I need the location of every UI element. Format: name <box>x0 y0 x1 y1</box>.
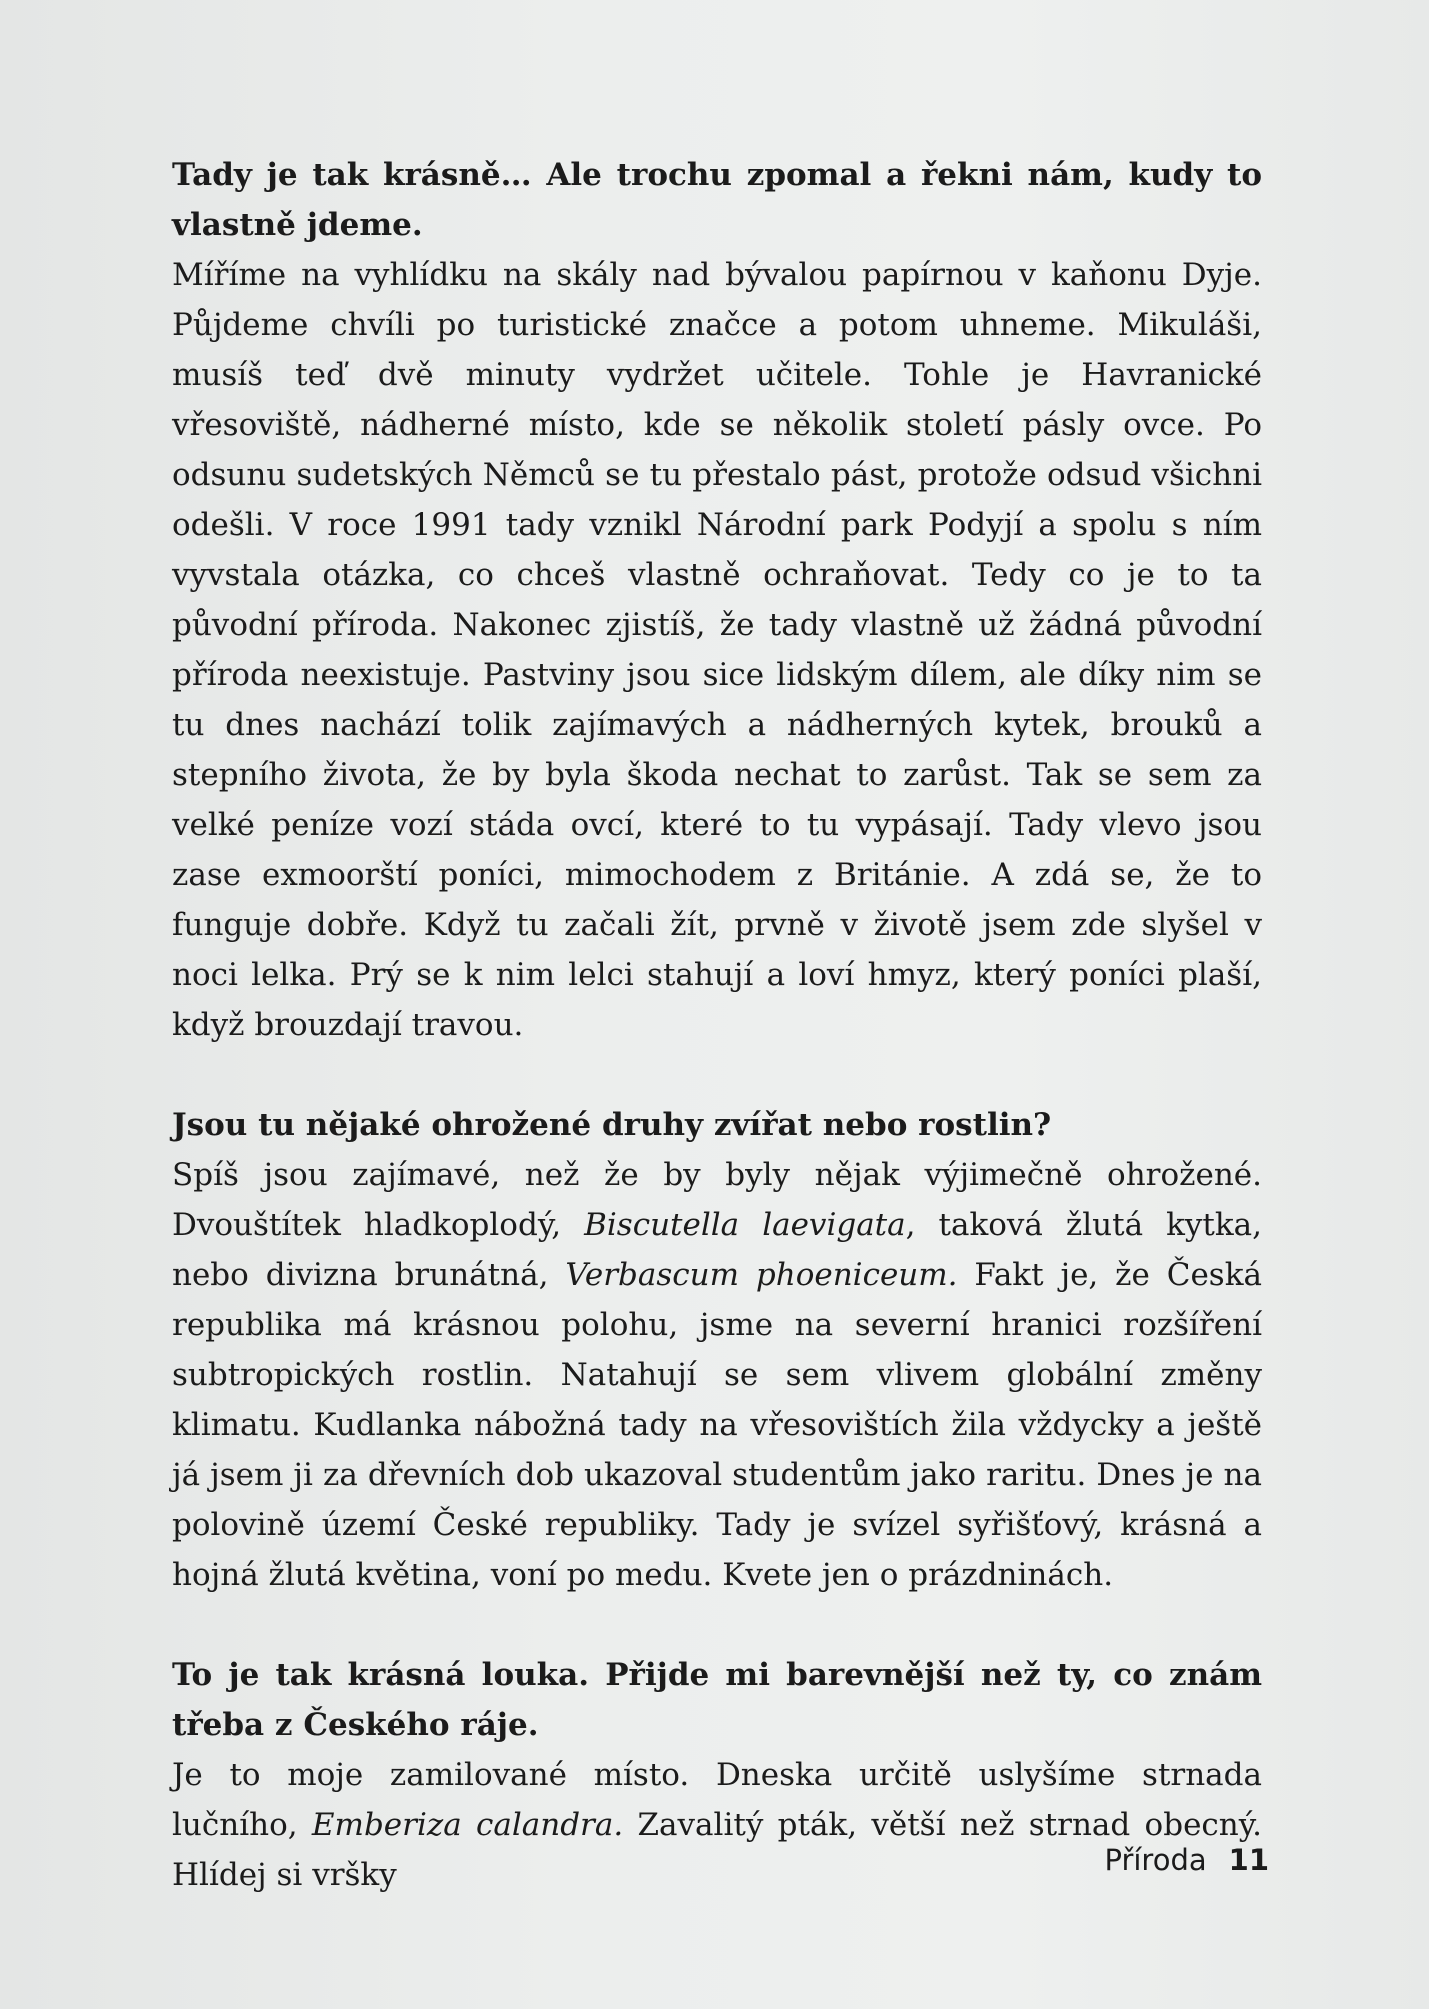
latin-species-name: Biscutella laevigata <box>584 1207 906 1243</box>
page-number: 11 <box>1228 1843 1269 1877</box>
interview-answer <box>172 1150 1262 1600</box>
page-body <box>172 150 1262 1900</box>
interview-question: To je tak krásná louka. Přijde mi barevnější než ty, co znám třeba z Českého ráje. <box>172 1657 1262 1743</box>
section-name: Příroda <box>1104 1843 1207 1877</box>
interview-question: Jsou tu nějaké ohrožené druhy zvířat nebo rostlin? <box>172 1107 1052 1143</box>
answer-text: Fakt je, že Česká republika má krásnou polohu, jsme na severní hranici rozšíření subtropických rostlin. Natahují se sem vlivem globální změny klimatu. Kudlanka nábožná tady na vřesovištích žila vždycky a ještě já jsem ji za dřevních dob ukazoval studentům jako raritu. Dnes je na polovině území České republiky. Tady je svízel syřišťový, krásná a hojná žlutá květina, voní po medu. Kvete jen o prázdninách. <box>172 1257 1262 1593</box>
answer-text: Je to moje zamilované místo. Dneska určitě uslyšíme strnada lučního, <box>172 1757 1262 1843</box>
latin-species-name: Verbascum phoeniceum. <box>565 1257 958 1293</box>
page-footer <box>1104 1843 1269 1877</box>
answer-text: Míříme na vyhlídku na skály nad bývalou papírnou v kaňonu Dyje. Půjdeme chvíli po turistické značce a potom uhneme. Mikuláši, musíš teď dvě minuty vydržet učitele. Tohle je Havranické vřesoviště, nádherné místo, kde se několik století pásly ovce. Po odsunu sudetských Němců se tu přestalo pást, protože odsud všichni odešli. V roce 1991 tady vznikl Národní park Podyjí a spolu s ním vyvstala otázka, co chceš vlastně ochraňovat. Tedy co je to ta původní příroda. Nakonec zjistíš, že tady vlastně už žádná původní příroda neexistuje. Pastviny jsou sice lidským dílem, ale díky nim se tu dnes nachází tolik zajímavých a nádherných kytek, brouků a stepního života, že by byla škoda nechat to zarůst. Tak se sem za velké peníze vozí stáda ovcí, které to tu vypásají. Tady vlevo jsou zase exmoorští poníci, mimochodem z Británie. A zdá se, že to funguje dobře. Když tu začali žít, prvně v životě jsem zde slyšel v noci lelka. Prý se k nim lelci stahují a loví hmyz, který poníci plaší, když brouzdají travou. <box>172 257 1262 1043</box>
latin-species-name: Emberiza calandra. <box>311 1807 624 1843</box>
answer-text: Spíš jsou zajímavé, než že by byly nějak výjimečně ohrožené. Dvouštítek hladkoplodý, <box>172 1157 1262 1243</box>
paragraph-gap <box>172 1050 1262 1100</box>
answer-text: Zavalitý pták, větší než strnad obecný. Hlídej si vršky <box>172 1807 1262 1893</box>
interview-question: Tady je tak krásně… Ale trochu zpomal a řekni nám, kudy to vlastně jdeme. <box>172 157 1262 243</box>
interview-answer <box>172 250 1262 1050</box>
paragraph-gap <box>172 1600 1262 1650</box>
answer-text: , taková žlutá kytka, nebo divizna brunátná, <box>172 1207 1262 1293</box>
interview-answer <box>172 1750 1262 1900</box>
